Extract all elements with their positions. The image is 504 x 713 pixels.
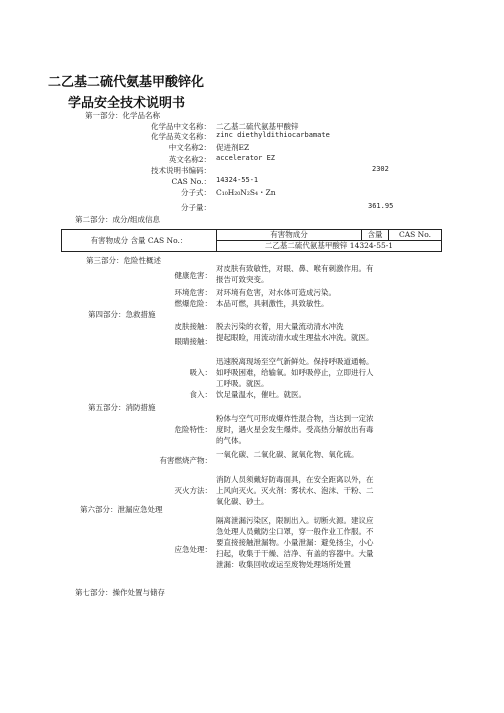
- health-hazard-label: 健康危害：: [174, 271, 212, 280]
- field-value-tech-code: 2302: [372, 165, 389, 173]
- skin-contact-label: 皮肤接触：: [174, 322, 212, 331]
- hazard-properties-text: 粉体与空气可形成爆炸性混合物，当达到一定浓度时，遇火星会发生爆炸。受高热分解放出有毒的气体。: [216, 414, 374, 445]
- field-value-en-name: zinc diethyldithiocarbamate: [216, 131, 330, 139]
- section-heading-part5: 第五部分：消防措施: [88, 403, 156, 412]
- emergency-response-label: 应急处理：: [174, 545, 212, 554]
- fire-hazard-text: 本品可燃，具刺激性，具致敏性。: [216, 299, 329, 308]
- combustion-products-label: 有害燃烧产物：: [159, 456, 212, 465]
- section-heading-part4: 第四部分：急救措施: [88, 310, 156, 319]
- combustion-products-text: 一氧化碳、二氧化碳、氮氧化物、氧化硫。: [216, 450, 359, 459]
- eye-contact-text: 提起眼睑，用流动清水或生理盐水冲洗。就医。: [216, 333, 374, 342]
- env-hazard-text: 对环境有危害，对水体可造成污染。: [216, 288, 336, 297]
- skin-contact-text: 脱去污染的衣着，用大量流动清水冲洗: [216, 322, 344, 331]
- section-heading-part6: 第六部分：泄漏应急处理: [80, 505, 163, 514]
- section-heading-part2: 第二部分：成分/组成信息: [75, 215, 161, 224]
- section-heading-part3: 第三部分：危险性概述: [86, 256, 161, 265]
- field-value-cn-name2: 促进剂EZ: [216, 143, 250, 152]
- column-header-cas: CAS No.: [389, 230, 442, 241]
- field-label-mol-weight: 分子量：: [181, 203, 211, 212]
- eye-contact-label: 眼睛接触：: [174, 337, 212, 346]
- inhalation-text: 迅速脱离现场至空气新鲜处。保持呼吸道通畅。如呼吸困难，给输氧。如呼吸停止，立即进行人工呼吸。就医。: [216, 357, 374, 388]
- fire-hazard-label: 燃爆危险：: [174, 299, 212, 308]
- emergency-response-text: 隔离泄漏污染区，限制出入。切断火源。建议应急处理人员戴防尘口罩，穿一般作业工作服。不要直接接触泄漏物。小量泄漏：避免扬尘，小心扫起，收集于干燥、洁净、有盖的容器中。大量泄漏：收集回收或运至废物处理场所处置: [216, 516, 374, 569]
- composition-table: [61, 229, 442, 252]
- field-label-cas: CAS No.：: [171, 177, 211, 186]
- document-title-line2: 学品安全技术说明书: [68, 96, 186, 111]
- composition-left-header: 有害物成分 含量 CAS No.：: [62, 230, 217, 252]
- ingestion-label: 食入：: [189, 390, 212, 399]
- ingestion-text: 饮足量温水，催吐。就医。: [216, 390, 306, 399]
- field-label-en-name2: 英文名称2：: [168, 155, 211, 164]
- composition-row: 二乙基二硫代氨基甲酸锌 14324-55-1: [217, 241, 442, 252]
- column-header-component: 有害物成分: [217, 230, 362, 241]
- env-hazard-label: 环境危害：: [174, 288, 212, 297]
- extinguish-method-label: 灭火方法：: [174, 486, 212, 495]
- field-value-formula: C₁₀H₂₀N₂S₄・Zn: [216, 188, 276, 197]
- field-label-formula: 分子式：: [181, 188, 211, 197]
- inhalation-label: 吸入：: [189, 368, 212, 377]
- document-title-line1: 二乙基二硫代氨基甲酸锌化: [48, 75, 205, 90]
- field-label-en-name: 化学品英文名称：: [151, 132, 211, 141]
- field-label-cn-name2: 中文名称2：: [168, 143, 211, 152]
- field-label-tech-code: 技术说明书编码：: [151, 166, 211, 175]
- field-label-cn-name: 化学品中文名称：: [151, 122, 211, 131]
- field-value-cas: 14324-55-1: [216, 176, 259, 184]
- column-header-content: 含量: [362, 230, 389, 241]
- section-heading-part1: 第一部分：化学品名称: [85, 111, 160, 120]
- section-heading-part7: 第七部分：操作处置与储存: [75, 588, 165, 597]
- field-value-en-name2: accelerator EZ: [216, 154, 276, 162]
- field-value-mol-weight: 361.95: [368, 202, 394, 210]
- field-value-cn-name: 二乙基二硫代氨基甲酸锌: [216, 122, 299, 131]
- health-hazard-text: 对皮肤有致敏性，对眼、鼻、喉有刺激作用。有报告可致突变。: [216, 264, 374, 284]
- hazard-properties-label: 危险特性：: [174, 425, 212, 434]
- extinguish-method-text: 消防人员须戴好防毒面具，在安全距离以外，在上风向灭火。灭火剂：雾状水、泡沫、干粉、二氧化碳、砂土。: [216, 475, 374, 506]
